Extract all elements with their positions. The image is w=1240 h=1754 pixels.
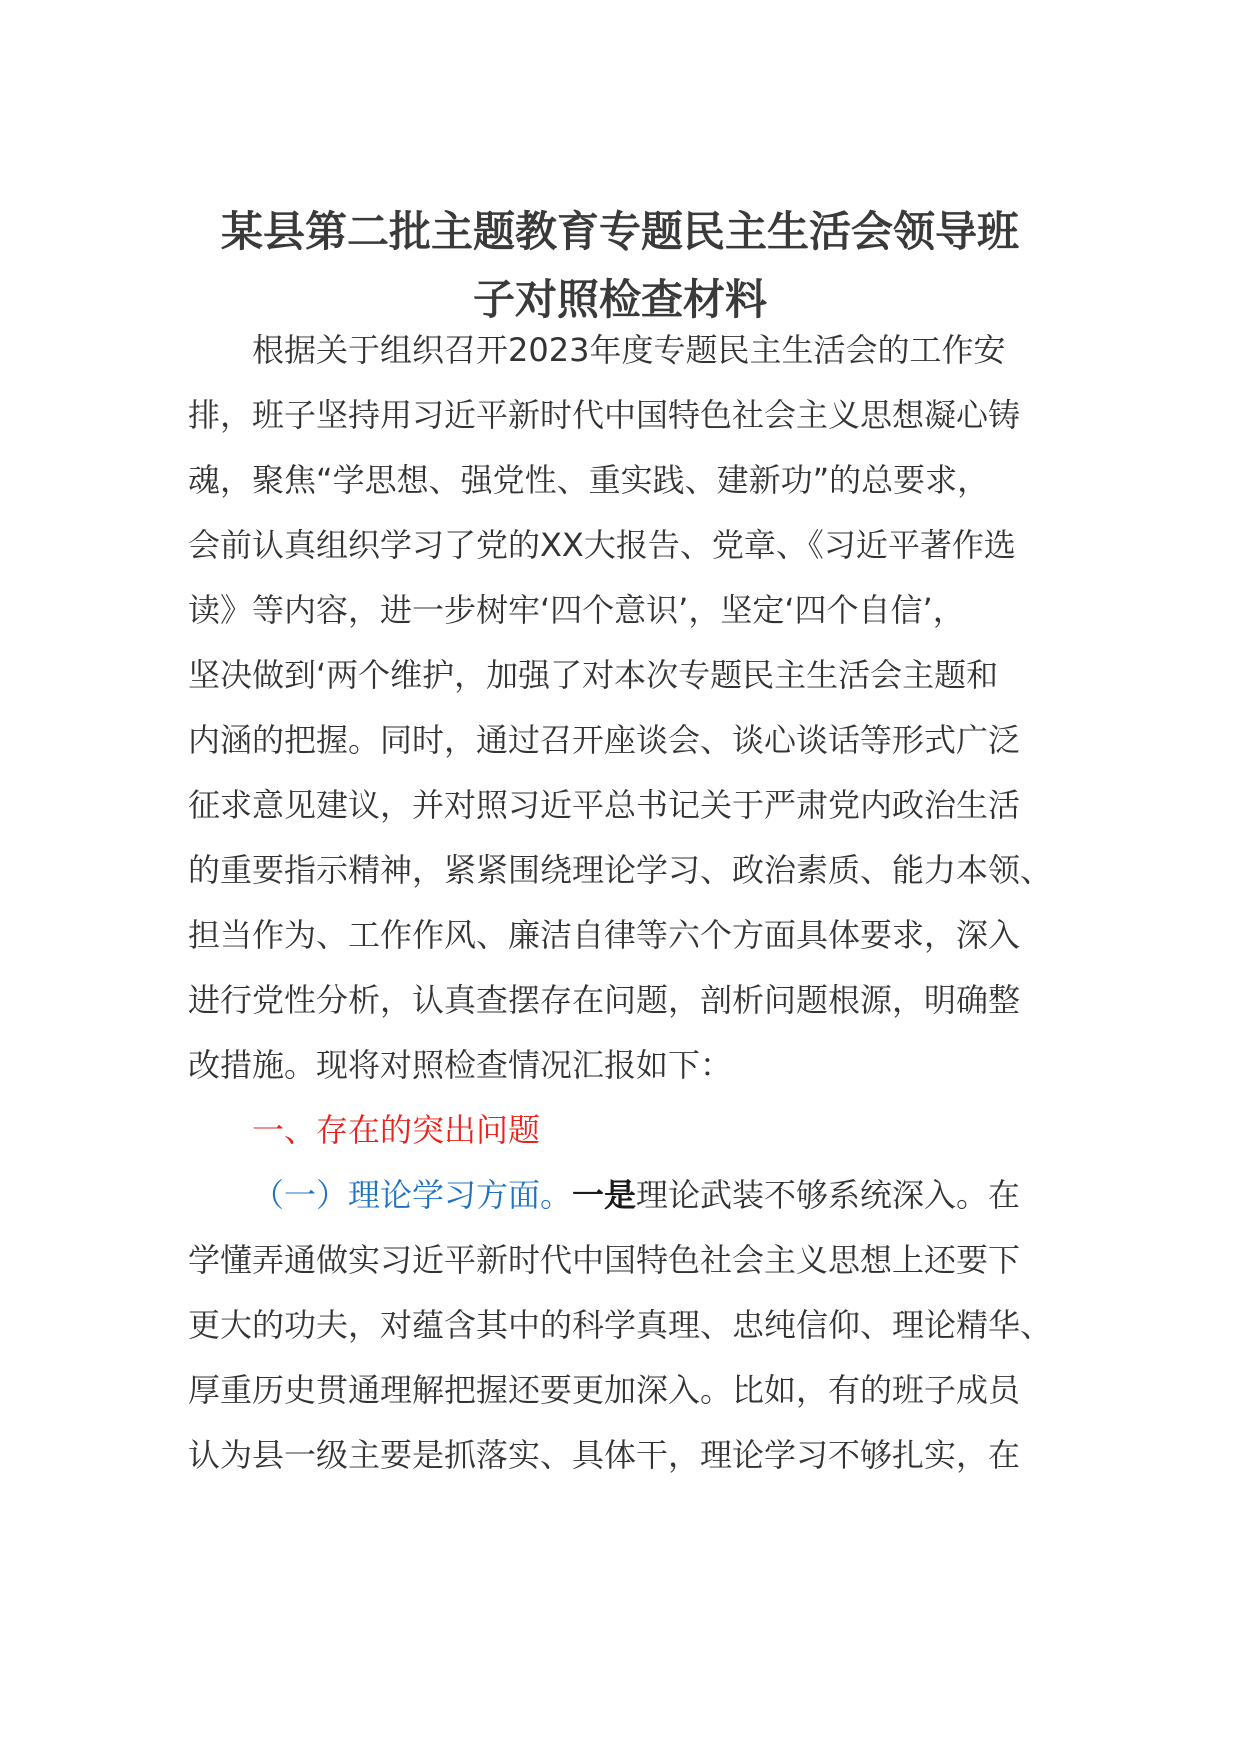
subsection-label: （一）理论学习方面。 [252, 1176, 573, 1214]
bold-lead: 一是 [572, 1176, 637, 1214]
paragraph-line: 读》等内容，进一步树牢‘四个意识’，坚定‘四个自信’， [188, 591, 965, 629]
title-line-2: 子对照检查材料 [472, 275, 767, 324]
paragraph-line: 内涵的把握。同时，通过召开座谈会、谈心谈话等形式广泛 [188, 721, 1021, 759]
paragraph-line: 认为县一级主要是抓落实、具体干，理论学习不够扎实，在 [188, 1436, 1021, 1474]
section-heading: 一、存在的突出问题 [252, 1111, 541, 1149]
subsection-text: 理论武装不够系统深入。在 [636, 1176, 1021, 1214]
document-title [180, 198, 1060, 334]
paragraph-line: 学懂弄通做实习近平新时代中国特色社会主义思想上还要下 [188, 1241, 1021, 1279]
paragraph-line: 更大的功夫，对蕴含其中的科学真理、忠纯信仰、理论精华、 [188, 1306, 1053, 1344]
paragraph-line: 的重要指示精神，紧紧围绕理论学习、政治素质、能力本领、 [188, 851, 1053, 889]
paragraph-line: 根据关于组织召开2023年度专题民主生活会的工作安 [252, 331, 1006, 369]
paragraph-line: 厚重历史贯通理解把握还要更加深入。比如，有的班子成员 [188, 1371, 1021, 1409]
paragraph-line: 改措施。现将对照检查情况汇报如下： [188, 1046, 733, 1084]
subsection-first-line [188, 1163, 1060, 1228]
paragraph-line: 担当作为、工作作风、廉洁自律等六个方面具体要求，深入 [188, 916, 1021, 954]
paragraph-line: 进行党性分析，认真查摆存在问题，剖析问题根源，明确整 [188, 981, 1021, 1019]
paragraph-line: 排，班子坚持用习近平新时代中国特色社会主义思想凝心铸 [188, 396, 1021, 434]
paragraph-line: 魂，聚焦“学思想、强党性、重实践、建新功”的总要求， [188, 461, 990, 499]
paragraph-line: 会前认真组织学习了党的XX大报告、党章、《习近平著作选 [188, 526, 1016, 564]
paragraph-line: 坚决做到‘两个维护，加强了对本次专题民主生活会主题和 [188, 656, 999, 694]
title-line-1: 某县第二批主题教育专题民主生活会领导班 [220, 207, 1019, 256]
paragraph-line: 征求意见建议，并对照习近平总书记关于严肃党内政治生活 [188, 786, 1021, 824]
document-body [188, 318, 1060, 1488]
